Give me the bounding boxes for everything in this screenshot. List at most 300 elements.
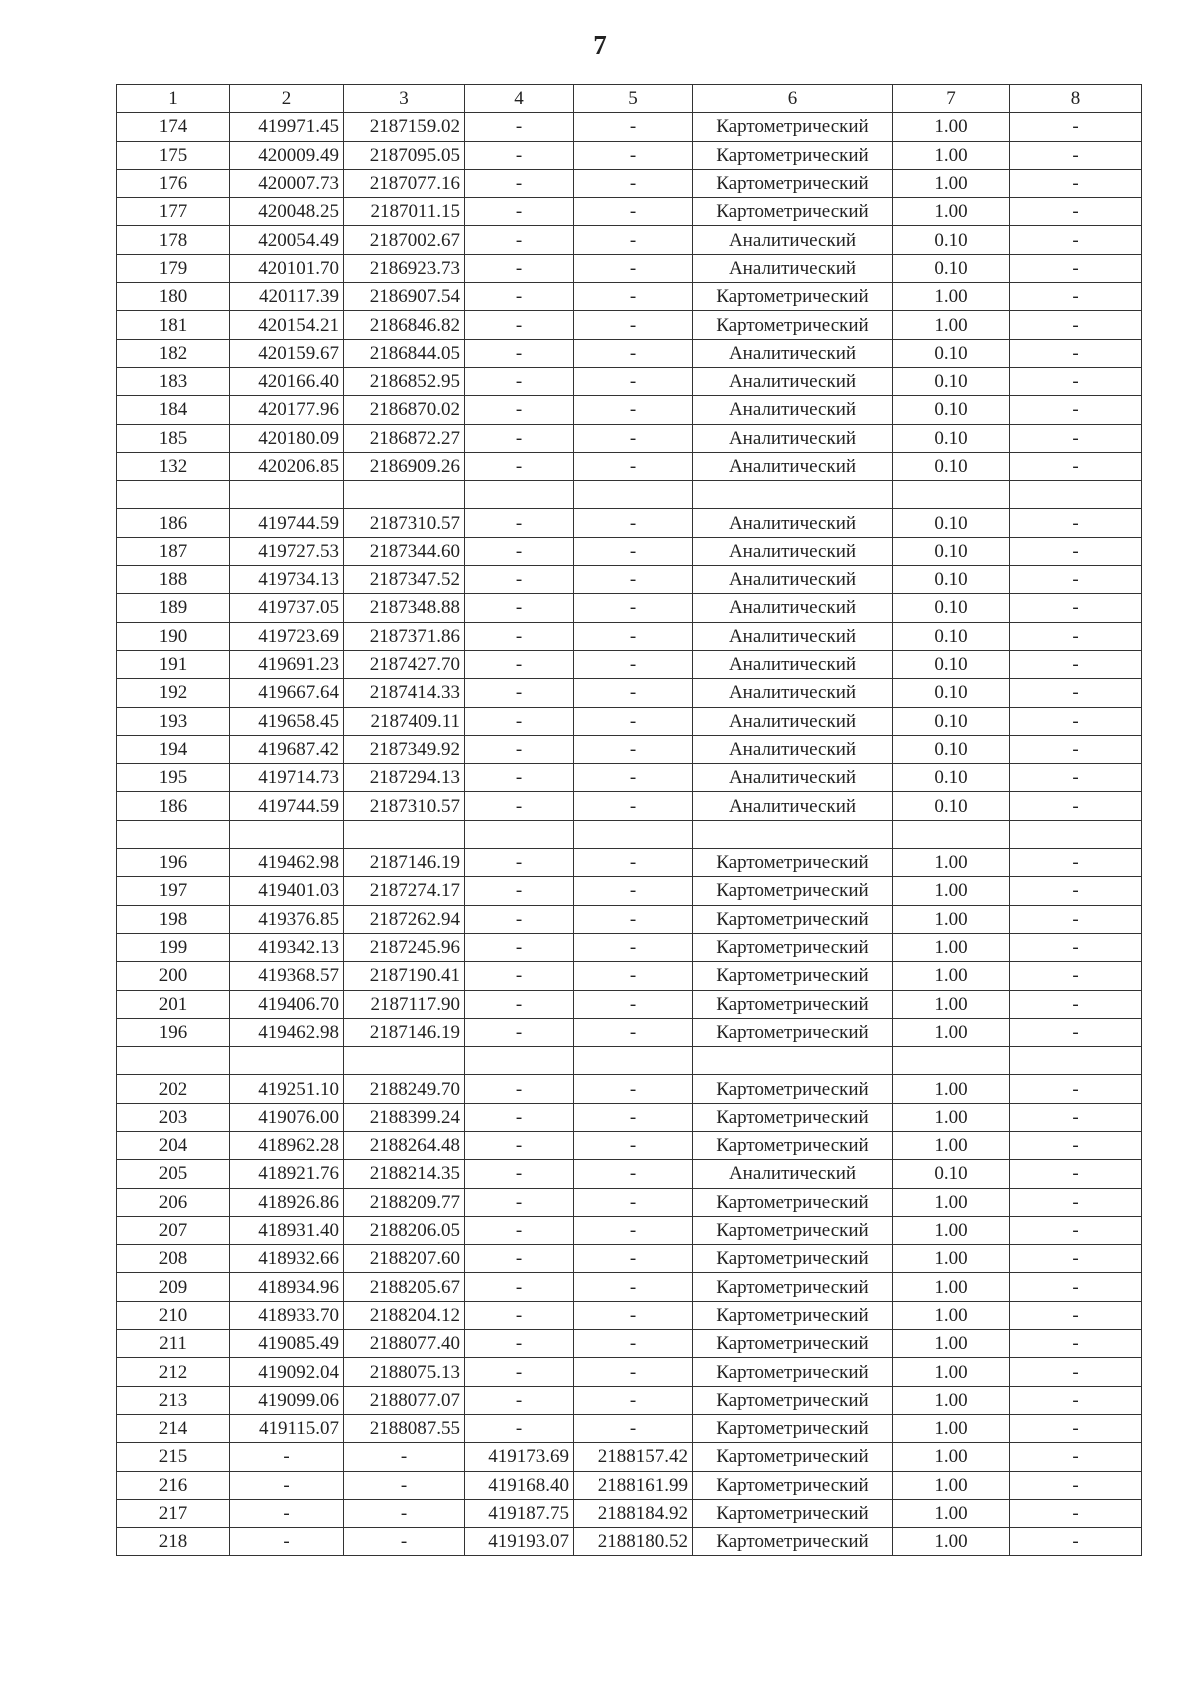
point-number-cell: 206 bbox=[117, 1188, 230, 1216]
y-new-cell: - bbox=[574, 707, 693, 735]
table-row bbox=[117, 1499, 1142, 1527]
method-cell: Картометрический bbox=[693, 962, 893, 990]
accuracy-cell: 1.00 bbox=[893, 1018, 1010, 1046]
table-row bbox=[117, 481, 1142, 509]
point-number-cell: 215 bbox=[117, 1443, 230, 1471]
table-row bbox=[117, 113, 1142, 141]
x-new-cell: - bbox=[465, 1330, 574, 1358]
x-new-cell: - bbox=[465, 905, 574, 933]
accuracy-cell: 1.00 bbox=[893, 933, 1010, 961]
accuracy-cell: 1.00 bbox=[893, 1188, 1010, 1216]
accuracy-cell: 0.10 bbox=[893, 339, 1010, 367]
accuracy-cell: 1.00 bbox=[893, 198, 1010, 226]
x-coordinate-cell: 419744.59 bbox=[230, 509, 344, 537]
x-new-cell: - bbox=[465, 424, 574, 452]
point-number-cell bbox=[117, 481, 230, 509]
point-number-cell: 216 bbox=[117, 1471, 230, 1499]
table-row bbox=[117, 679, 1142, 707]
y-new-cell: - bbox=[574, 1075, 693, 1103]
y-coordinate-cell: 2187409.11 bbox=[344, 707, 465, 735]
x-coordinate-cell: 420159.67 bbox=[230, 339, 344, 367]
point-number-cell bbox=[117, 1047, 230, 1075]
method-cell: Аналитический bbox=[693, 509, 893, 537]
x-new-cell: - bbox=[465, 113, 574, 141]
y-coordinate-cell: 2188209.77 bbox=[344, 1188, 465, 1216]
table-row bbox=[117, 1414, 1142, 1442]
x-coordinate-cell: 419734.13 bbox=[230, 566, 344, 594]
x-new-cell: 419173.69 bbox=[465, 1443, 574, 1471]
point-number-cell: 177 bbox=[117, 198, 230, 226]
y-new-cell: - bbox=[574, 254, 693, 282]
x-new-cell: - bbox=[465, 1245, 574, 1273]
y-coordinate-cell: 2188249.70 bbox=[344, 1075, 465, 1103]
accuracy-cell: 0.10 bbox=[893, 226, 1010, 254]
x-coordinate-cell: - bbox=[230, 1499, 344, 1527]
accuracy-cell: 1.00 bbox=[893, 1216, 1010, 1244]
accuracy-cell: 1.00 bbox=[893, 1075, 1010, 1103]
table-row bbox=[117, 1245, 1142, 1273]
table-row bbox=[117, 594, 1142, 622]
table-row bbox=[117, 1047, 1142, 1075]
method-cell: Картометрический bbox=[693, 1245, 893, 1273]
table-row bbox=[117, 707, 1142, 735]
method-cell: Картометрический bbox=[693, 1443, 893, 1471]
accuracy-cell: 1.00 bbox=[893, 962, 1010, 990]
description-cell: - bbox=[1010, 1131, 1142, 1159]
point-number-cell: 214 bbox=[117, 1414, 230, 1442]
x-coordinate-cell: - bbox=[230, 1471, 344, 1499]
method-cell: Картометрический bbox=[693, 1414, 893, 1442]
table-row bbox=[117, 990, 1142, 1018]
y-coordinate-cell: 2187294.13 bbox=[344, 764, 465, 792]
table-row bbox=[117, 905, 1142, 933]
point-number-cell: 209 bbox=[117, 1273, 230, 1301]
y-new-cell: - bbox=[574, 1216, 693, 1244]
y-new-cell: - bbox=[574, 650, 693, 678]
accuracy-cell: 1.00 bbox=[893, 1330, 1010, 1358]
x-new-cell: - bbox=[465, 537, 574, 565]
x-new-cell bbox=[465, 820, 574, 848]
x-new-cell: - bbox=[465, 141, 574, 169]
table-row bbox=[117, 339, 1142, 367]
accuracy-cell: 0.10 bbox=[893, 367, 1010, 395]
x-new-cell: 419193.07 bbox=[465, 1528, 574, 1556]
description-cell: - bbox=[1010, 169, 1142, 197]
y-coordinate-cell: 2187274.17 bbox=[344, 877, 465, 905]
description-cell: - bbox=[1010, 990, 1142, 1018]
x-coordinate-cell: 419691.23 bbox=[230, 650, 344, 678]
x-new-cell: - bbox=[465, 764, 574, 792]
accuracy-cell: 0.10 bbox=[893, 622, 1010, 650]
y-new-cell: - bbox=[574, 1188, 693, 1216]
x-new-cell: - bbox=[465, 226, 574, 254]
description-cell: - bbox=[1010, 1103, 1142, 1131]
y-new-cell: - bbox=[574, 622, 693, 650]
x-coordinate-cell: 420117.39 bbox=[230, 283, 344, 311]
table-body bbox=[117, 113, 1142, 1556]
method-cell: Аналитический bbox=[693, 226, 893, 254]
column-header: 8 bbox=[1010, 85, 1142, 113]
description-cell: - bbox=[1010, 1075, 1142, 1103]
point-number-cell: 179 bbox=[117, 254, 230, 282]
description-cell: - bbox=[1010, 1330, 1142, 1358]
accuracy-cell: 0.10 bbox=[893, 396, 1010, 424]
x-new-cell: - bbox=[465, 311, 574, 339]
x-new-cell: - bbox=[465, 509, 574, 537]
table-row bbox=[117, 1103, 1142, 1131]
x-coordinate-cell: 420007.73 bbox=[230, 169, 344, 197]
description-cell bbox=[1010, 1047, 1142, 1075]
y-coordinate-cell: - bbox=[344, 1499, 465, 1527]
x-coordinate-cell: 419115.07 bbox=[230, 1414, 344, 1442]
x-new-cell: - bbox=[465, 339, 574, 367]
y-coordinate-cell: 2186923.73 bbox=[344, 254, 465, 282]
y-coordinate-cell: - bbox=[344, 1443, 465, 1471]
accuracy-cell: 1.00 bbox=[893, 1499, 1010, 1527]
x-coordinate-cell: 420101.70 bbox=[230, 254, 344, 282]
method-cell: Аналитический bbox=[693, 396, 893, 424]
table-row bbox=[117, 820, 1142, 848]
y-coordinate-cell: 2187414.33 bbox=[344, 679, 465, 707]
table-row bbox=[117, 424, 1142, 452]
accuracy-cell: 1.00 bbox=[893, 1103, 1010, 1131]
column-header: 1 bbox=[117, 85, 230, 113]
accuracy-cell: 0.10 bbox=[893, 509, 1010, 537]
description-cell: - bbox=[1010, 283, 1142, 311]
method-cell bbox=[693, 1047, 893, 1075]
y-new-cell: - bbox=[574, 424, 693, 452]
table-row bbox=[117, 141, 1142, 169]
description-cell: - bbox=[1010, 1188, 1142, 1216]
method-cell: Аналитический bbox=[693, 707, 893, 735]
description-cell: - bbox=[1010, 396, 1142, 424]
point-number-cell: 199 bbox=[117, 933, 230, 961]
y-new-cell: - bbox=[574, 1103, 693, 1131]
accuracy-cell bbox=[893, 481, 1010, 509]
method-cell: Картометрический bbox=[693, 1358, 893, 1386]
x-new-cell: - bbox=[465, 650, 574, 678]
point-number-cell: 187 bbox=[117, 537, 230, 565]
y-new-cell: - bbox=[574, 1131, 693, 1159]
y-new-cell: 2188161.99 bbox=[574, 1471, 693, 1499]
description-cell: - bbox=[1010, 1528, 1142, 1556]
method-cell: Картометрический bbox=[693, 283, 893, 311]
x-coordinate-cell: 419667.64 bbox=[230, 679, 344, 707]
point-number-cell: 196 bbox=[117, 1018, 230, 1046]
x-coordinate-cell: 419401.03 bbox=[230, 877, 344, 905]
y-coordinate-cell: - bbox=[344, 1471, 465, 1499]
x-coordinate-cell: 420206.85 bbox=[230, 452, 344, 480]
description-cell: - bbox=[1010, 537, 1142, 565]
x-new-cell: - bbox=[465, 594, 574, 622]
y-new-cell: - bbox=[574, 537, 693, 565]
x-coordinate-cell bbox=[230, 1047, 344, 1075]
x-new-cell: - bbox=[465, 283, 574, 311]
x-coordinate-cell: 419723.69 bbox=[230, 622, 344, 650]
y-new-cell: - bbox=[574, 764, 693, 792]
y-new-cell: - bbox=[574, 877, 693, 905]
description-cell: - bbox=[1010, 424, 1142, 452]
y-coordinate-cell: 2188264.48 bbox=[344, 1131, 465, 1159]
x-new-cell: - bbox=[465, 849, 574, 877]
method-cell: Картометрический bbox=[693, 905, 893, 933]
point-number-cell: 175 bbox=[117, 141, 230, 169]
table-row bbox=[117, 1386, 1142, 1414]
accuracy-cell: 1.00 bbox=[893, 1386, 1010, 1414]
point-number-cell: 178 bbox=[117, 226, 230, 254]
description-cell: - bbox=[1010, 1414, 1142, 1442]
description-cell: - bbox=[1010, 1358, 1142, 1386]
y-new-cell bbox=[574, 820, 693, 848]
x-new-cell: - bbox=[465, 877, 574, 905]
y-new-cell: - bbox=[574, 990, 693, 1018]
point-number-cell: 218 bbox=[117, 1528, 230, 1556]
y-coordinate-cell: 2188206.05 bbox=[344, 1216, 465, 1244]
x-coordinate-cell: 419406.70 bbox=[230, 990, 344, 1018]
description-cell: - bbox=[1010, 849, 1142, 877]
x-new-cell: - bbox=[465, 367, 574, 395]
description-cell: - bbox=[1010, 198, 1142, 226]
method-cell: Картометрический bbox=[693, 877, 893, 905]
point-number-cell: 196 bbox=[117, 849, 230, 877]
accuracy-cell: 1.00 bbox=[893, 1414, 1010, 1442]
y-coordinate-cell: 2187146.19 bbox=[344, 1018, 465, 1046]
description-cell: - bbox=[1010, 226, 1142, 254]
accuracy-cell: 1.00 bbox=[893, 990, 1010, 1018]
description-cell: - bbox=[1010, 905, 1142, 933]
x-coordinate-cell bbox=[230, 820, 344, 848]
y-coordinate-cell: 2187310.57 bbox=[344, 509, 465, 537]
x-new-cell: - bbox=[465, 566, 574, 594]
description-cell: - bbox=[1010, 679, 1142, 707]
y-new-cell: - bbox=[574, 1358, 693, 1386]
table-row bbox=[117, 1358, 1142, 1386]
y-coordinate-cell: 2188214.35 bbox=[344, 1160, 465, 1188]
y-coordinate-cell: 2187159.02 bbox=[344, 113, 465, 141]
x-new-cell: - bbox=[465, 1216, 574, 1244]
column-header: 2 bbox=[230, 85, 344, 113]
description-cell: - bbox=[1010, 1273, 1142, 1301]
y-coordinate-cell: 2186907.54 bbox=[344, 283, 465, 311]
x-new-cell: - bbox=[465, 254, 574, 282]
table-row bbox=[117, 1301, 1142, 1329]
x-coordinate-cell: 418934.96 bbox=[230, 1273, 344, 1301]
x-coordinate-cell: 419462.98 bbox=[230, 1018, 344, 1046]
table-row bbox=[117, 735, 1142, 763]
accuracy-cell bbox=[893, 820, 1010, 848]
y-new-cell: - bbox=[574, 367, 693, 395]
method-cell: Аналитический bbox=[693, 650, 893, 678]
x-coordinate-cell: 419737.05 bbox=[230, 594, 344, 622]
method-cell: Аналитический bbox=[693, 367, 893, 395]
x-coordinate-cell: 420154.21 bbox=[230, 311, 344, 339]
y-coordinate-cell: 2187262.94 bbox=[344, 905, 465, 933]
method-cell: Картометрический bbox=[693, 1131, 893, 1159]
point-number-cell: 182 bbox=[117, 339, 230, 367]
method-cell: Картометрический bbox=[693, 1216, 893, 1244]
description-cell: - bbox=[1010, 113, 1142, 141]
y-coordinate-cell: 2187347.52 bbox=[344, 566, 465, 594]
table-row bbox=[117, 849, 1142, 877]
table-row bbox=[117, 877, 1142, 905]
method-cell: Аналитический bbox=[693, 566, 893, 594]
x-coordinate-cell: 420048.25 bbox=[230, 198, 344, 226]
table-row bbox=[117, 1471, 1142, 1499]
accuracy-cell: 1.00 bbox=[893, 1131, 1010, 1159]
y-new-cell: - bbox=[574, 962, 693, 990]
table-row bbox=[117, 509, 1142, 537]
description-cell: - bbox=[1010, 1443, 1142, 1471]
y-coordinate-cell: 2188087.55 bbox=[344, 1414, 465, 1442]
accuracy-cell: 0.10 bbox=[893, 1160, 1010, 1188]
description-cell: - bbox=[1010, 141, 1142, 169]
table-row bbox=[117, 764, 1142, 792]
y-new-cell: - bbox=[574, 198, 693, 226]
description-cell: - bbox=[1010, 622, 1142, 650]
method-cell: Аналитический bbox=[693, 452, 893, 480]
description-cell: - bbox=[1010, 650, 1142, 678]
y-new-cell: - bbox=[574, 1414, 693, 1442]
method-cell: Картометрический bbox=[693, 113, 893, 141]
y-new-cell: - bbox=[574, 792, 693, 820]
x-new-cell: - bbox=[465, 792, 574, 820]
x-new-cell: - bbox=[465, 1075, 574, 1103]
accuracy-cell: 1.00 bbox=[893, 1358, 1010, 1386]
method-cell: Картометрический bbox=[693, 141, 893, 169]
x-coordinate-cell: 418932.66 bbox=[230, 1245, 344, 1273]
x-coordinate-cell: 419714.73 bbox=[230, 764, 344, 792]
method-cell: Картометрический bbox=[693, 1018, 893, 1046]
table-row bbox=[117, 962, 1142, 990]
x-new-cell: - bbox=[465, 1131, 574, 1159]
table-row bbox=[117, 396, 1142, 424]
x-coordinate-cell: 419658.45 bbox=[230, 707, 344, 735]
description-cell: - bbox=[1010, 707, 1142, 735]
y-coordinate-cell: 2188077.07 bbox=[344, 1386, 465, 1414]
point-number-cell: 195 bbox=[117, 764, 230, 792]
y-coordinate-cell: 2187002.67 bbox=[344, 226, 465, 254]
y-new-cell: - bbox=[574, 339, 693, 367]
y-coordinate-cell: 2186844.05 bbox=[344, 339, 465, 367]
accuracy-cell: 1.00 bbox=[893, 877, 1010, 905]
y-coordinate-cell: 2188077.40 bbox=[344, 1330, 465, 1358]
x-coordinate-cell: 420177.96 bbox=[230, 396, 344, 424]
method-cell: Картометрический bbox=[693, 1471, 893, 1499]
y-new-cell: - bbox=[574, 594, 693, 622]
description-cell: - bbox=[1010, 1160, 1142, 1188]
y-new-cell: 2188157.42 bbox=[574, 1443, 693, 1471]
column-header: 7 bbox=[893, 85, 1010, 113]
y-coordinate-cell: 2187146.19 bbox=[344, 849, 465, 877]
x-coordinate-cell: 419085.49 bbox=[230, 1330, 344, 1358]
method-cell: Картометрический bbox=[693, 1301, 893, 1329]
table-row bbox=[117, 1330, 1142, 1358]
y-new-cell: - bbox=[574, 311, 693, 339]
column-header: 4 bbox=[465, 85, 574, 113]
description-cell: - bbox=[1010, 1245, 1142, 1273]
x-coordinate-cell: 419727.53 bbox=[230, 537, 344, 565]
y-new-cell: - bbox=[574, 735, 693, 763]
method-cell: Картометрический bbox=[693, 990, 893, 1018]
point-number-cell: 183 bbox=[117, 367, 230, 395]
x-new-cell: - bbox=[465, 1301, 574, 1329]
y-coordinate-cell: 2186852.95 bbox=[344, 367, 465, 395]
x-coordinate-cell: 419971.45 bbox=[230, 113, 344, 141]
method-cell bbox=[693, 481, 893, 509]
x-coordinate-cell: - bbox=[230, 1528, 344, 1556]
method-cell: Аналитический bbox=[693, 594, 893, 622]
table-row bbox=[117, 1018, 1142, 1046]
x-new-cell bbox=[465, 1047, 574, 1075]
y-new-cell: - bbox=[574, 933, 693, 961]
x-coordinate-cell: 420166.40 bbox=[230, 367, 344, 395]
description-cell: - bbox=[1010, 1018, 1142, 1046]
point-number-cell: 174 bbox=[117, 113, 230, 141]
point-number-cell: 193 bbox=[117, 707, 230, 735]
accuracy-cell: 1.00 bbox=[893, 311, 1010, 339]
description-cell bbox=[1010, 481, 1142, 509]
x-coordinate-cell: 418933.70 bbox=[230, 1301, 344, 1329]
y-new-cell: - bbox=[574, 1301, 693, 1329]
x-new-cell: - bbox=[465, 1386, 574, 1414]
point-number-cell: 211 bbox=[117, 1330, 230, 1358]
method-cell: Аналитический bbox=[693, 339, 893, 367]
method-cell: Картометрический bbox=[693, 1273, 893, 1301]
point-number-cell: 213 bbox=[117, 1386, 230, 1414]
point-number-cell: 186 bbox=[117, 509, 230, 537]
description-cell: - bbox=[1010, 566, 1142, 594]
y-new-cell: - bbox=[574, 226, 693, 254]
x-new-cell: - bbox=[465, 990, 574, 1018]
point-number-cell: 185 bbox=[117, 424, 230, 452]
x-coordinate-cell: 419462.98 bbox=[230, 849, 344, 877]
column-header: 5 bbox=[574, 85, 693, 113]
y-coordinate-cell: 2187371.86 bbox=[344, 622, 465, 650]
table-row bbox=[117, 226, 1142, 254]
table-row bbox=[117, 933, 1142, 961]
description-cell: - bbox=[1010, 764, 1142, 792]
point-number-cell: 212 bbox=[117, 1358, 230, 1386]
table-row bbox=[117, 169, 1142, 197]
table-row bbox=[117, 452, 1142, 480]
y-coordinate-cell: 2188075.13 bbox=[344, 1358, 465, 1386]
y-new-cell: - bbox=[574, 1245, 693, 1273]
method-cell: Картометрический bbox=[693, 1528, 893, 1556]
x-coordinate-cell: 419376.85 bbox=[230, 905, 344, 933]
point-number-cell: 201 bbox=[117, 990, 230, 1018]
point-number-cell: 205 bbox=[117, 1160, 230, 1188]
x-coordinate-cell: 420009.49 bbox=[230, 141, 344, 169]
y-coordinate-cell: 2187349.92 bbox=[344, 735, 465, 763]
method-cell: Картометрический bbox=[693, 1499, 893, 1527]
accuracy-cell: 0.10 bbox=[893, 254, 1010, 282]
y-new-cell: - bbox=[574, 1273, 693, 1301]
table-row bbox=[117, 1528, 1142, 1556]
y-coordinate-cell: 2187344.60 bbox=[344, 537, 465, 565]
accuracy-cell: 1.00 bbox=[893, 849, 1010, 877]
x-coordinate-cell: 418931.40 bbox=[230, 1216, 344, 1244]
accuracy-cell: 0.10 bbox=[893, 537, 1010, 565]
accuracy-cell: 1.00 bbox=[893, 1443, 1010, 1471]
x-new-cell: 419187.75 bbox=[465, 1499, 574, 1527]
y-coordinate-cell: 2188205.67 bbox=[344, 1273, 465, 1301]
y-coordinate-cell: 2187427.70 bbox=[344, 650, 465, 678]
column-header: 6 bbox=[693, 85, 893, 113]
accuracy-cell: 0.10 bbox=[893, 594, 1010, 622]
method-cell: Аналитический bbox=[693, 679, 893, 707]
y-new-cell: - bbox=[574, 396, 693, 424]
description-cell: - bbox=[1010, 933, 1142, 961]
